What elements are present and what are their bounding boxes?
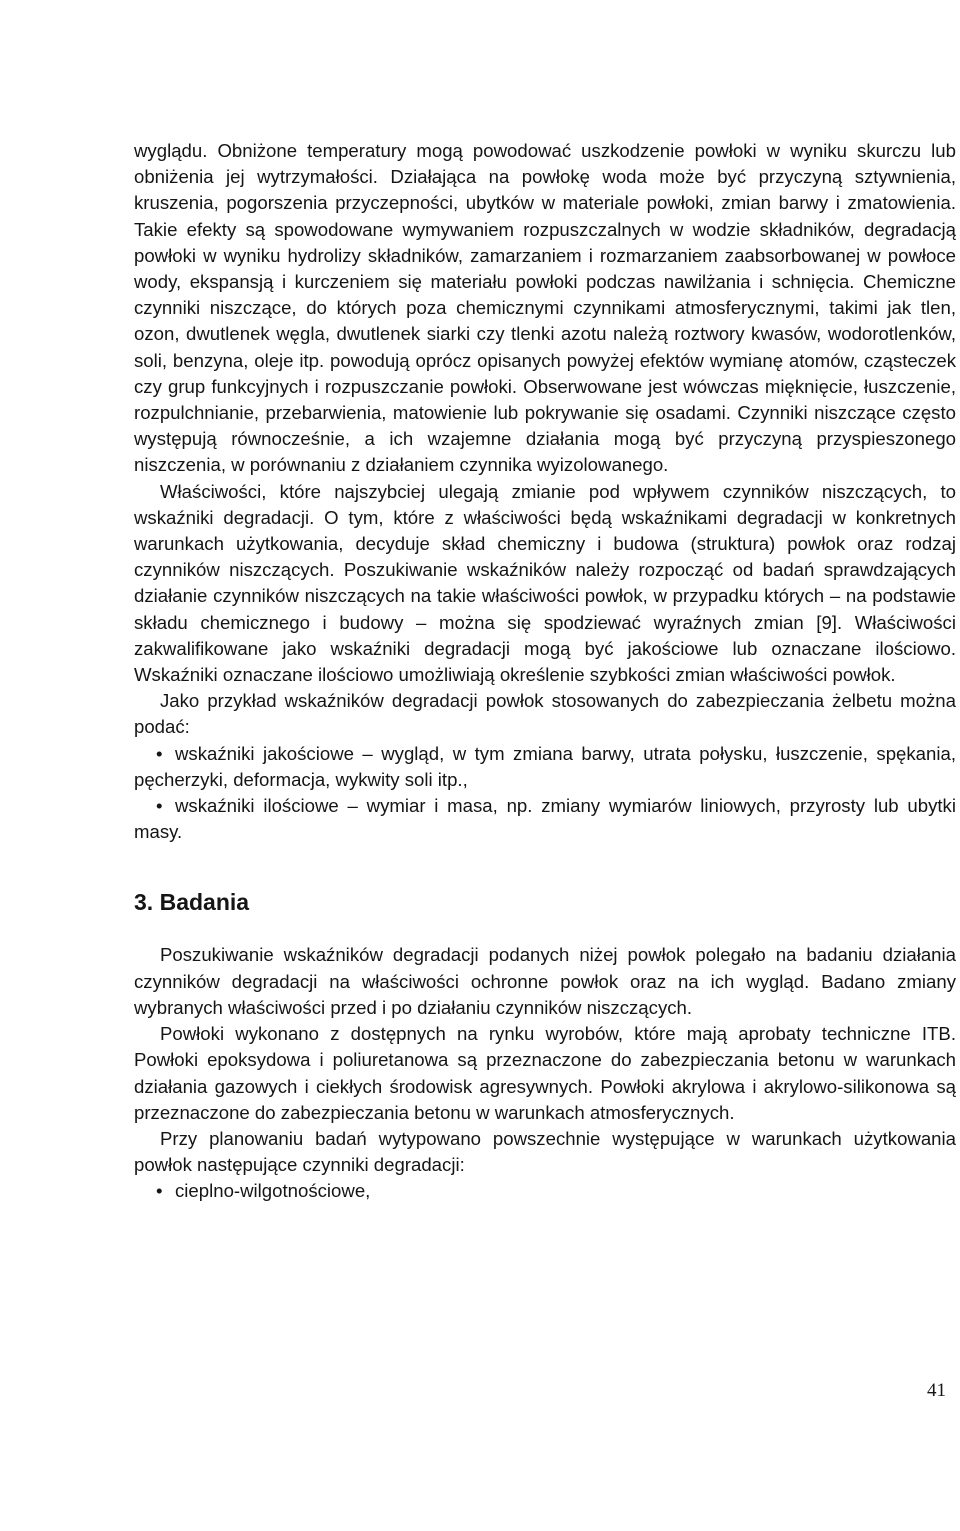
bullet-icon: •	[156, 1180, 163, 1202]
paragraph: Przy planowaniu badań wytypowano powszechnie występujące w warunkach użytkowania powłok następujące czynniki degradacji:	[134, 1127, 956, 1176]
document-page	[134, 138, 956, 1205]
section-heading	[134, 887, 956, 917]
paragraph: Właściwości, które najszybciej ulegają zmianie pod wpływem czynników niszczących, to wskaźniki degradacji. O tym, które z właściwości będą wskaźnikami degradacji w konkretnych warunkach użytkowania, decyduje skład chemiczny i budowa (struktura) powłok oraz rodzaj czynników niszczących. Poszukiwanie wskaźników należy rozpocząć od badań sprawdzających działanie czynników niszczących na takie właściwości powłok, w przypadku których – na podstawie składu chemicznego i budowy – można się spodziewać wyraźnych zmian [9]. Właściwości zakwalifikowane jako wskaźniki degradacji mogą być jakościowe lub oznaczane ilościowo. Wskaźniki oznaczane ilościowo umożliwiają określenie szybkości zmian właściwości powłok.	[134, 480, 956, 686]
list-item	[134, 1178, 956, 1204]
section-number: 3.	[134, 889, 154, 916]
list-item	[134, 793, 956, 845]
list-item-text: wskaźniki jakościowe – wygląd, w tym zmiana barwy, utrata połysku, łuszczenie, spękania, pęcherzyki, deformacja, wykwity soli itp.,	[134, 742, 956, 790]
bullet-icon: •	[156, 742, 163, 764]
paragraph: Powłoki wykonano z dostępnych na rynku wyrobów, które mają aprobaty techniczne ITB. Powłoki epoksydowa i poliuretanowa są przeznaczone do zabezpieczania betonu w warunkach działania gazowych i ciekłych środowisk agresywnych. Powłoki akrylowa i akrylowo-silikonowa są przeznaczone do zabezpieczania betonu w warunkach atmosferycznych.	[134, 1023, 956, 1123]
paragraph: Jako przykład wskaźników degradacji powłok stosowanych do zabezpieczania żelbetu można podać:	[134, 690, 956, 738]
page-number: 41	[927, 1380, 946, 1401]
list-item	[134, 741, 956, 793]
list-item-text: cieplno-wilgotnościowe,	[175, 1180, 371, 1202]
bullet-icon: •	[156, 795, 163, 817]
paragraph: Poszukiwanie wskaźników degradacji podanych niżej powłok polegało na badaniu działania czynników degradacji na właściwości ochronne powłok oraz na ich wygląd. Badano zmiany wybranych właściwości przed i po działaniu czynników niszczących.	[134, 944, 956, 1018]
list-item-text: wskaźniki ilościowe – wymiar i masa, np. zmiany wymiarów liniowych, przyrosty lub ubytki masy.	[134, 795, 956, 843]
section-title: Badania	[159, 889, 250, 916]
paragraph: wyglądu. Obniżone temperatury mogą powodować uszkodzenie powłoki w wyniku skurczu lub obniżenia jej wytrzymałości. Działająca na powłokę woda może być przyczyną sztywnienia, kruszenia, pogorszenia przyczepności, ubytków w materiale powłoki, zmian barwy i zmatowienia. Takie efekty są spowodowane wymywaniem rozpuszczalnych w wodzie składników, degradacją powłoki w wyniku hydrolizy składników, zamarzaniem i rozmarzaniem zaabsorbowanej w powłoce wody, ekspansją i kurczeniem się materiału powłoki podczas nawilżania i schnięcia. Chemiczne czynniki niszczące, do których poza chemicznymi czynnikami atmosferycznymi, takimi jak tlen, ozon, dwutlenek węgla, dwutlenek siarki czy tlenki azotu należą roztwory kwasów, wodorotlenków, soli, benzyna, oleje itp. powodują oprócz opisanych powyżej efektów wymianę atomów, cząsteczek czy grup funkcyjnych i rozpuszczanie powłoki. Obserwowane jest wówczas mięknięcie, łuszczenie, rozpulchnianie, przebarwienia, matowienie lub pokrywanie się osadami. Czynniki niszczące często występują równocześnie, a ich wzajemne działania mogą być przyczyną przyspieszonego niszczenia, w porównaniu z działaniem czynnika wyizolowanego.	[134, 140, 956, 476]
